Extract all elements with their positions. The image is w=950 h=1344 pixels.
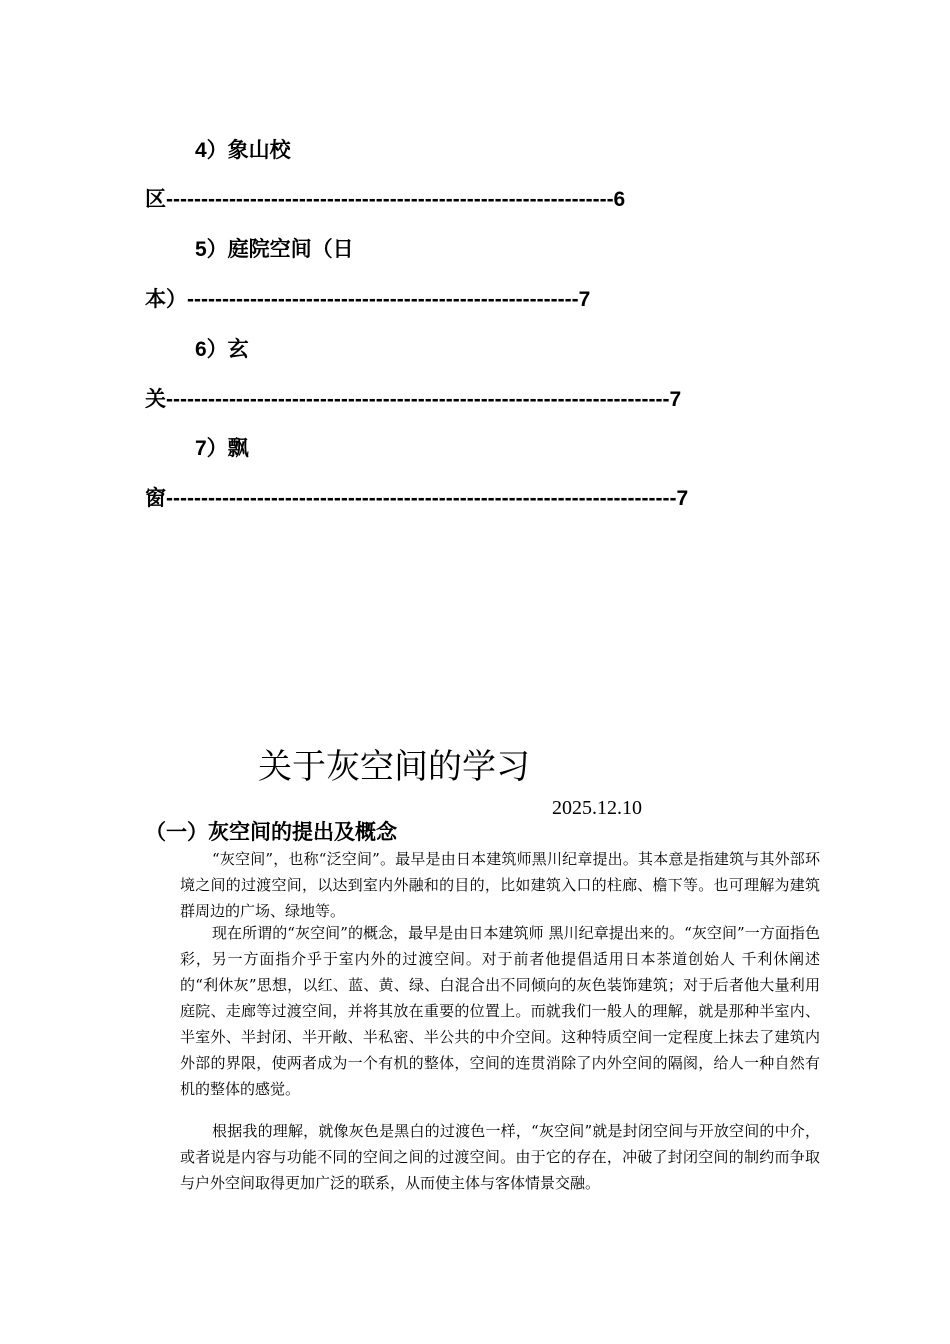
toc-entry-title: 5）庭院空间（日 [195, 238, 354, 261]
toc-entry-leader: 窗-------------------------------------------------------------------------7 [145, 487, 689, 510]
toc-entry-leader: 关------------------------------------------------------------------------7 [145, 388, 682, 411]
toc-entry-title: 4）象山校 [195, 139, 291, 162]
toc-entry-leader: 区----------------------------------------------------------------6 [145, 188, 626, 211]
toc-entry-title: 6）玄 [195, 338, 249, 361]
body-paragraph: 根据我的理解，就像灰色是黑白的过渡色一样，“灰空间”就是封闭空间与开放空间的中介，或者说是内容与功能不同的空间之间的过渡空间。由于它的存在，冲破了封闭空间的制约而争取与户外空间取得更加广泛的联系，从而使主体与客体情景交融。 [180, 1122, 820, 1192]
body-paragraph: 现在所谓的“灰空间”的概念，最早是由日本建筑师 黑川纪章提出来的。“灰空间”一方面指色彩，另一方面指介乎于室内外的过渡空间。对于前者他提倡适用日本茶道创始人 千利休阐述的“利休灰”思想，以红、蓝、黄、绿、白混合出不同倾向的灰色装饰建筑；对于后者他大量利用庭院、走廊等过渡空间，并将其放在重要的位置上。而就我们一般人的理解，就是那种半室内、半室外、半封闭、半开敞、半私密、半公共的中介空间。这种特质空间一定程度上抹去了建筑内外部的界限，使两者成为一个有机的整体，空间的连贯消除了内外空间的隔阂，给人一种自然有机的整体的感觉。 [180, 924, 820, 1098]
toc-entry-title: 7）飘 [195, 437, 249, 460]
document-title: 关于灰空间的学习 [258, 747, 530, 787]
body-paragraph: “灰空间”，也称“泛空间”。最早是由日本建筑师黑川纪章提出。其本意是指建筑与其外部环境之间的过渡空间，以达到室内外融和的目的，比如建筑入口的柱廊、檐下等。也可理解为建筑群周边的广场、绿地等。 [180, 850, 820, 920]
section-heading: （一）灰空间的提出及概念 [145, 820, 397, 844]
toc-entry-leader: 本）--------------------------------------------------------7 [145, 288, 591, 311]
document-date: 2025.12.10 [552, 797, 642, 819]
